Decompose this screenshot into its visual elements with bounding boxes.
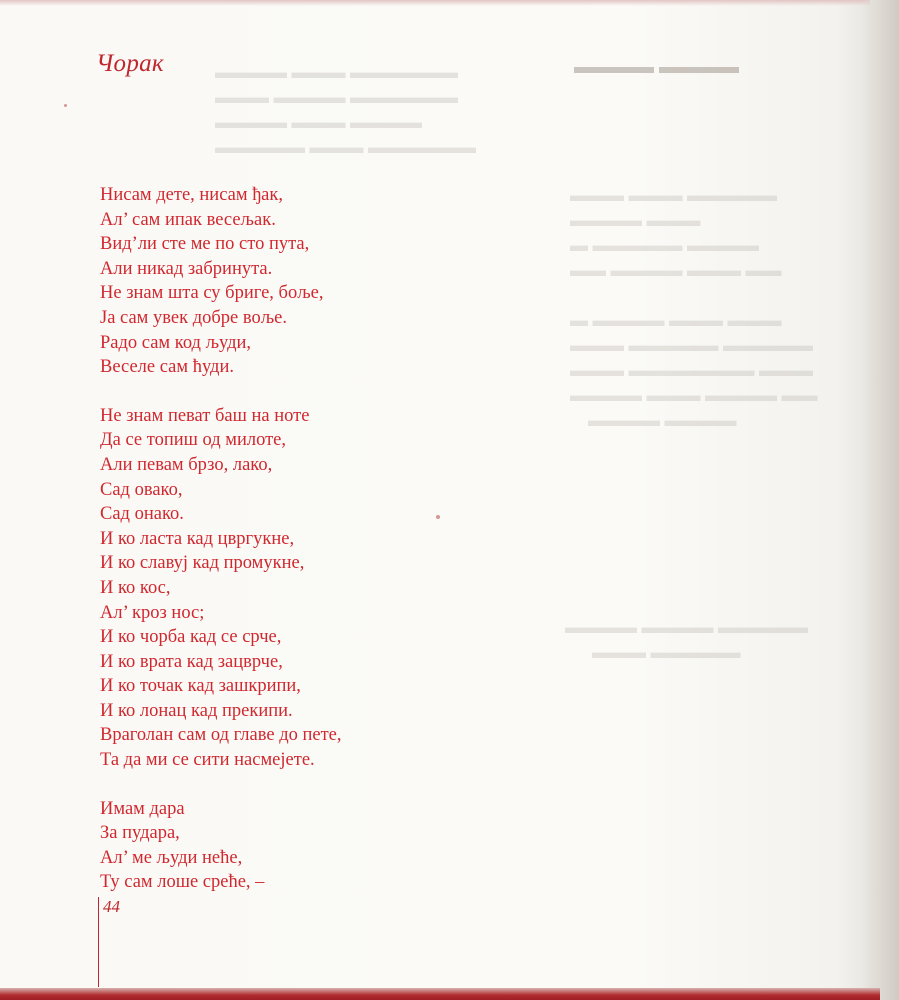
poem-line: Али никад забринута.	[100, 258, 273, 279]
poem-line: И ко кос,	[100, 577, 171, 598]
page-number	[98, 897, 120, 987]
poem-line: Сад онако.	[100, 504, 184, 525]
poem-body	[100, 183, 520, 919]
poem-line: Радо сам код људи,	[100, 332, 252, 353]
poem-line: Веселе сам ћуди.	[100, 357, 234, 378]
poem-line: Ал’ сам ипак весељак.	[100, 209, 276, 230]
ink-speck	[436, 515, 440, 519]
poem-line: Имам дара	[100, 798, 185, 819]
poem-line: Да се топиш од милоте,	[100, 430, 287, 451]
poem-line: Не знам певат баш на ноте	[100, 405, 310, 426]
poem-line: И ко лонац кад прекипи.	[100, 700, 293, 721]
poem-line: И ко точак кад зашкрипи,	[100, 676, 301, 697]
poem-line: Сад овако,	[100, 479, 183, 500]
bleed-through-text-right-lower: ▬▬▬▬ ▬▬▬▬ ▬▬▬▬▬ ▬▬▬ ▬▬▬▬▬	[565, 617, 808, 662]
poem-line: Ту сам лоше среће, –	[100, 872, 265, 893]
ink-speck	[64, 104, 67, 107]
poem-line: И ко ласта кад цвргукне,	[100, 528, 295, 549]
poem-line: Али певам брзо, лако,	[100, 454, 273, 475]
page-number-text: 44	[103, 897, 120, 916]
poem-line: И ко врата кад зацврче,	[100, 651, 283, 672]
stanza-3	[100, 797, 520, 895]
poem-line: Ал’ ме људи неће,	[100, 847, 243, 868]
poem-title: Чорак	[96, 50, 164, 77]
stanza-2	[100, 404, 520, 773]
bottom-cover-edge	[0, 988, 880, 1000]
poem-line: Вид’ли сте ме по сто пута,	[100, 234, 310, 255]
poem-line: Та да ми се сити насмејете.	[100, 750, 315, 771]
bleed-through-title: ▬▬▬▬ ▬▬▬▬	[574, 56, 739, 78]
bleed-through-text-right: ▬▬▬ ▬▬▬ ▬▬▬▬▬ ▬▬▬▬ ▬▬▬ ▬ ▬▬▬▬▬ ▬▬▬▬ ▬▬ ▬▬▬▬ ▬▬▬ ▬▬ ▬ ▬▬▬▬ ▬▬▬ ▬▬▬ ▬▬▬ ▬▬▬▬▬ ▬▬▬▬▬ ▬▬▬ ▬▬▬▬▬▬▬ ▬▬▬ ▬▬▬▬ ▬▬▬ ▬▬▬▬ ▬▬ ▬▬▬▬ ▬▬▬▬	[570, 185, 818, 430]
poem-line: И ко славуј кад промукне,	[100, 553, 305, 574]
stanza-1	[100, 183, 520, 380]
poem-line: Враголан сам од главе до пете,	[100, 725, 342, 746]
poem-line: Ал’ кроз нос;	[100, 602, 205, 623]
poem-line: И ко чорба кад се срче,	[100, 627, 282, 648]
bleed-through-text-left: ▬▬▬▬ ▬▬▬ ▬▬▬▬▬▬ ▬▬▬ ▬▬▬▬ ▬▬▬▬▬▬ ▬▬▬▬ ▬▬▬ ▬▬▬▬ ▬▬▬▬▬ ▬▬▬ ▬▬▬▬▬▬	[215, 62, 476, 157]
poem-line: Ја сам увек добре воље.	[100, 307, 288, 328]
poem-line: Нисам дете, нисам ђак,	[100, 185, 283, 205]
top-page-edge	[0, 0, 870, 6]
page-gutter-shadow	[863, 0, 899, 1000]
poem-line: Не знам шта су бриге, боље,	[100, 283, 324, 304]
poem-line: За пудара,	[100, 823, 180, 844]
